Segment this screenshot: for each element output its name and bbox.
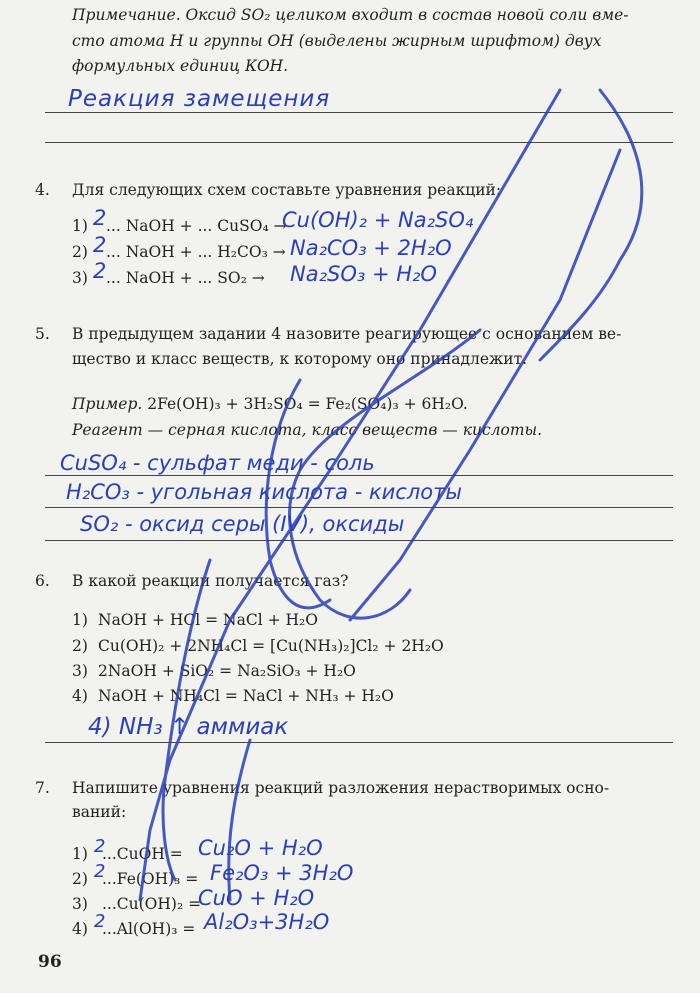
task7-coef-handwritten: 2: [94, 911, 106, 932]
note-answer-handwritten: Реакция замещения: [68, 86, 331, 112]
task7-item-number: 4): [72, 920, 88, 938]
note-line-3: формульных единиц КОН.: [72, 57, 289, 75]
task7-answer-handwritten: Fe₂O₃ + 3H₂O: [210, 861, 354, 885]
note-line-2: сто атома Н и группы ОН (выделены жирным шрифтом) двух: [72, 32, 602, 50]
page-number: 96: [38, 952, 62, 972]
task4-prompt: Для следующих схем составьте уравнения реакций:: [72, 181, 502, 199]
task5-line-1: В предыдущем задании 4 назовите реагирующее с основанием ве-: [72, 325, 622, 343]
task6-option-number: 2): [72, 637, 88, 655]
task4-coef-handwritten: 2: [93, 206, 107, 230]
task4-scheme: ... NaOH + ... SO₂ →: [106, 269, 265, 287]
task4-number: 4.: [35, 181, 50, 199]
task6-prompt: В какой реакции получается газ?: [72, 572, 349, 590]
task7-equation: ...Al(OH)₃ =: [102, 920, 196, 938]
task6-option: 2NaOH + SiO₂ = Na₂SiO₃ + H₂O: [98, 662, 356, 680]
answer-line: [45, 540, 673, 541]
answer-line: [45, 142, 673, 143]
task5-answer-handwritten: CuSO₄ - сульфат меди - соль: [60, 451, 375, 475]
task5-number: 5.: [35, 325, 50, 343]
task7-item-number: 1): [72, 845, 88, 863]
task4-item-number: 1): [72, 217, 88, 235]
task4-answer-handwritten: Cu(OH)₂ + Na₂SO₄: [282, 208, 474, 232]
task6-option: NaOH + HCl = NaCl + H₂O: [98, 611, 318, 629]
task4-scheme: ... NaOH + ... H₂CO₃ →: [106, 243, 286, 261]
example-label: Пример.: [72, 395, 143, 413]
task4-coef-handwritten: 2: [93, 259, 107, 283]
task7-item-number: 2): [72, 870, 88, 888]
task7-line-1: Напишите уравнения реакций разложения нерастворимых осно-: [72, 779, 610, 797]
task7-line-2: ваний:: [72, 803, 127, 821]
answer-line: [45, 475, 673, 476]
task6-option-number: 4): [72, 687, 88, 705]
answer-line: [45, 507, 673, 508]
task7-equation: ...Fe(OH)₃ =: [102, 870, 199, 888]
task4-item-number: 2): [72, 243, 88, 261]
task7-answer-handwritten: Cu₂O + H₂O: [198, 836, 323, 860]
task5-reagent-line: Реагент — серная кислота, класс веществ — кислоты.: [72, 421, 543, 439]
task5-example: [72, 395, 468, 414]
task5-answer-handwritten: SO₂ - оксид серы (IV), оксиды: [80, 512, 405, 536]
answer-line: [45, 742, 673, 743]
task6-answer-handwritten: 4) NH₃ ↑ аммиак: [88, 714, 289, 740]
task7-number: 7.: [35, 779, 50, 797]
task6-number: 6.: [35, 572, 50, 590]
task4-item-number: 3): [72, 269, 88, 287]
task6-option-number: 1): [72, 611, 88, 629]
answer-line: [45, 112, 673, 113]
task5-answer-handwritten: H₂CO₃ - угольная кислота - кислоты: [66, 480, 462, 504]
task7-item-number: 3): [72, 895, 88, 913]
task4-coef-handwritten: 2: [93, 233, 107, 257]
note-line-1: Примечание. Оксид SO₂ целиком входит в состав новой соли вме-: [72, 6, 629, 24]
task7-equation: ...Cu(OH)₂ =: [102, 895, 202, 913]
example-equation: 2Fe(OH)₃ + 3H₂SO₄ = Fe₂(SO₄)₃ + 6H₂O.: [147, 395, 468, 413]
task7-equation: ...CuOH =: [102, 845, 183, 863]
task7-coef-handwritten: 2: [94, 861, 106, 882]
task4-scheme: ... NaOH + ... CuSO₄ →: [106, 217, 287, 235]
task7-answer-handwritten: Al₂O₃+3H₂O: [204, 910, 330, 934]
task6-option: NaOH + NH₄Cl = NaCl + NH₃ + H₂O: [98, 687, 394, 705]
task7-answer-handwritten: CuO + H₂O: [198, 886, 315, 910]
task4-answer-handwritten: Na₂CO₃ + 2H₂O: [290, 236, 452, 260]
task6-option-number: 3): [72, 662, 88, 680]
task7-coef-handwritten: 2: [94, 836, 106, 857]
task5-line-2: щество и класс веществ, к которому оно принадлежит.: [72, 350, 528, 368]
task4-answer-handwritten: Na₂SO₃ + H₂O: [290, 262, 437, 286]
task6-option: Cu(OH)₂ + 2NH₄Cl = [Cu(NH₃)₂]Cl₂ + 2H₂O: [98, 637, 444, 655]
